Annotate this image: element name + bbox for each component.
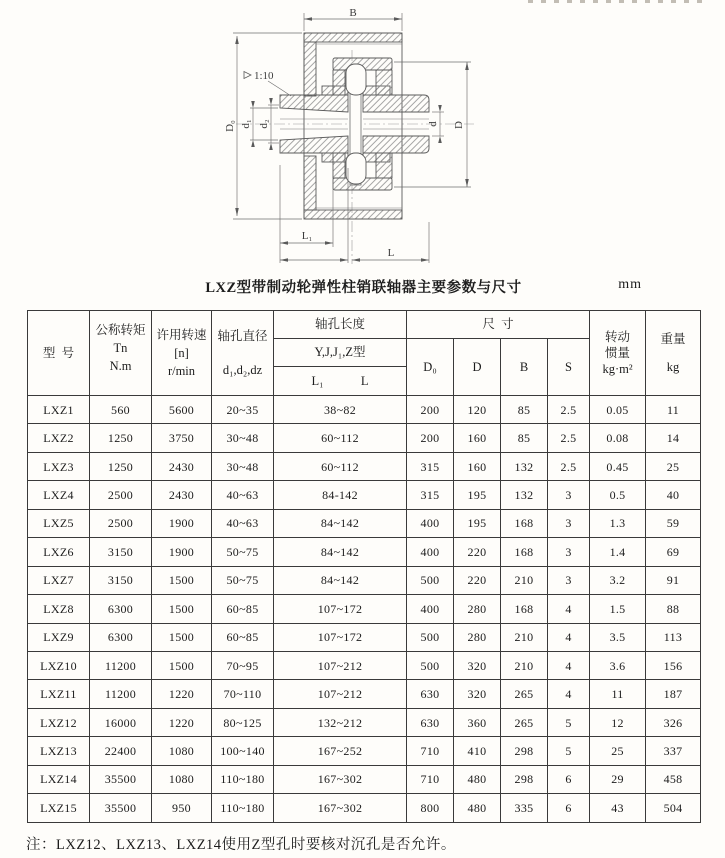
col-header-inertia [590, 311, 646, 396]
table-cell: 200 [407, 424, 454, 452]
table-cell: 320 [454, 680, 501, 708]
table-cell: 1080 [152, 737, 212, 765]
col-header-bore-diameter [212, 311, 274, 396]
table-cell: 630 [407, 680, 454, 708]
dim-label-d2: d₂ [258, 119, 270, 129]
table-cell: 3.5 [590, 623, 646, 651]
table-cell: 84~142 [274, 538, 407, 566]
table-cell: 400 [407, 509, 454, 537]
table-cell: 280 [454, 595, 501, 623]
table-cell: 0.08 [590, 424, 646, 452]
table-cell: 160 [454, 424, 501, 452]
table-cell: 1.4 [590, 538, 646, 566]
table-cell: 160 [454, 452, 501, 480]
table-cell: 4 [548, 595, 590, 623]
table-cell: 25 [646, 452, 701, 480]
table-row [28, 794, 701, 822]
col-header-torque [90, 311, 152, 396]
table-cell: 60~112 [274, 452, 407, 480]
table-row [28, 566, 701, 594]
table-row [28, 765, 701, 793]
D-label: D [472, 359, 482, 374]
table-cell: LXZ11 [28, 680, 90, 708]
table-cell: 20~35 [212, 396, 274, 424]
bore-types-label: Y,J,J₁,Z型 [314, 345, 366, 360]
table-cell: LXZ3 [28, 452, 90, 480]
table-cell: LXZ15 [28, 794, 90, 822]
table-cell: 85 [501, 424, 548, 452]
col-header-dimensions [407, 311, 590, 339]
table-cell: 800 [407, 794, 454, 822]
table-cell: 16000 [90, 708, 152, 736]
table-cell: 458 [646, 765, 701, 793]
table-cell: 500 [407, 566, 454, 594]
table-cell: 22400 [90, 737, 152, 765]
table-cell: 50~75 [212, 566, 274, 594]
footnote: 注：LXZ12、LXZ13、LXZ14使用Z型孔时要核对沉孔是否允许。 [26, 837, 456, 853]
table-cell: 3150 [90, 538, 152, 566]
table-cell: 210 [501, 651, 548, 679]
speed-label-line2: [n] [174, 346, 189, 360]
table-cell: 35500 [90, 794, 152, 822]
table-cell: 5600 [152, 396, 212, 424]
dim-label-d: d [427, 121, 439, 127]
bore-length-label: 轴孔长度 [314, 317, 365, 332]
table-row [28, 452, 701, 480]
table-cell: 2.5 [548, 452, 590, 480]
table-cell: 107~212 [274, 680, 407, 708]
table-cell: 210 [501, 623, 548, 651]
weight-label-line2: kg [666, 360, 680, 374]
table-cell: 84-142 [274, 481, 407, 509]
col-header-L1-L [274, 367, 407, 396]
table-cell: 1500 [152, 595, 212, 623]
table-cell: 298 [501, 765, 548, 793]
table-row [28, 708, 701, 736]
table-cell: 200 [407, 396, 454, 424]
dim-label-D: D [453, 121, 465, 129]
table-cell: 43 [590, 794, 646, 822]
col-header-D0 [407, 339, 454, 396]
table-cell: 11 [590, 680, 646, 708]
table-cell: 3150 [90, 566, 152, 594]
table-cell: 167~302 [274, 765, 407, 793]
table-cell: 0.05 [590, 396, 646, 424]
speed-label-line3: r/min [167, 364, 196, 378]
col-header-bore-types [274, 339, 407, 367]
table-cell: 630 [407, 708, 454, 736]
table-cell: 1.3 [590, 509, 646, 537]
table-cell: 4 [548, 623, 590, 651]
table-cell: 107~172 [274, 595, 407, 623]
table-cell: 400 [407, 595, 454, 623]
parameters-table [27, 310, 701, 823]
unit-label: mm [618, 277, 642, 292]
table-cell: 167~302 [274, 794, 407, 822]
table-cell: 1250 [90, 424, 152, 452]
table-cell: 60~85 [212, 595, 274, 623]
table-cell: 69 [646, 538, 701, 566]
table-cell: 38~82 [274, 396, 407, 424]
inertia-label-line1: 转动 [605, 330, 631, 344]
col-header-bore-length [274, 311, 407, 339]
table-cell: 480 [454, 794, 501, 822]
col-header-weight [646, 311, 701, 396]
table-cell: 50~75 [212, 538, 274, 566]
table-cell: 120 [454, 396, 501, 424]
table-cell: 3.6 [590, 651, 646, 679]
L1-label: L₁ [311, 373, 324, 388]
torque-label-line2: N.m [109, 359, 132, 373]
taper-label: 1:10 [254, 70, 274, 82]
table-cell: 950 [152, 794, 212, 822]
table-cell: 335 [501, 794, 548, 822]
inertia-label-line2: 惯量 [605, 346, 631, 360]
table-cell: 12 [590, 708, 646, 736]
col-header-D [454, 339, 501, 396]
dim-label-D0: D₀ [224, 120, 236, 132]
table-cell: 3.2 [590, 566, 646, 594]
table-cell: 29 [590, 765, 646, 793]
dim-label-d1: d₁ [240, 119, 252, 129]
weight-label-line1: 重量 [660, 331, 686, 346]
L-label: L [360, 373, 369, 388]
dim-label-B: B [349, 7, 357, 19]
D0-label: D₀ [423, 359, 437, 374]
table-cell: 6 [548, 765, 590, 793]
table-cell: LXZ9 [28, 623, 90, 651]
table-cell: 132~212 [274, 708, 407, 736]
table-cell: 220 [454, 538, 501, 566]
table-cell: 6300 [90, 623, 152, 651]
col-header-S [548, 339, 590, 396]
table-cell: 3 [548, 566, 590, 594]
table-cell: 280 [454, 623, 501, 651]
B-label: B [519, 359, 529, 374]
table-cell: 6 [548, 794, 590, 822]
taper-symbol [244, 72, 251, 79]
table-cell: 710 [407, 765, 454, 793]
table-cell: 315 [407, 452, 454, 480]
table-cell: 480 [454, 765, 501, 793]
table-cell: 2500 [90, 481, 152, 509]
table-cell: 70~110 [212, 680, 274, 708]
bore-dia-label-line1: 轴孔直径 [217, 328, 268, 343]
table-cell: 4 [548, 651, 590, 679]
speed-label-line1: 许用转速 [156, 328, 207, 342]
table-header [28, 311, 701, 396]
table-cell: 298 [501, 737, 548, 765]
table-cell: 107~212 [274, 651, 407, 679]
table-cell: 710 [407, 737, 454, 765]
table-cell: 1220 [152, 680, 212, 708]
table-cell: LXZ6 [28, 538, 90, 566]
table-cell: 100~140 [212, 737, 274, 765]
table-cell: 6300 [90, 595, 152, 623]
table-cell: 113 [646, 623, 701, 651]
table-cell: 3 [548, 538, 590, 566]
table-cell: 2.5 [548, 424, 590, 452]
table-cell: 110~180 [212, 765, 274, 793]
bore-dia-label-line2: d₁,d₂,dz [222, 363, 263, 377]
table-cell: 0.45 [590, 452, 646, 480]
torque-label-line1: 公称转矩Tn [95, 323, 146, 355]
table-cell: 315 [407, 481, 454, 509]
table-cell: 40~63 [212, 481, 274, 509]
table-cell: LXZ2 [28, 424, 90, 452]
table-row [28, 680, 701, 708]
table-cell: 2.5 [548, 396, 590, 424]
table-cell: LXZ8 [28, 595, 90, 623]
table-cell: 1900 [152, 538, 212, 566]
table-row [28, 651, 701, 679]
table-cell: 70~95 [212, 651, 274, 679]
table-cell: 320 [454, 651, 501, 679]
table-cell: 1900 [152, 509, 212, 537]
table-cell: 168 [501, 595, 548, 623]
col-header-model [28, 311, 90, 396]
table-cell: 84~142 [274, 566, 407, 594]
table-cell: 84~142 [274, 509, 407, 537]
table-row [28, 595, 701, 623]
table-cell: LXZ13 [28, 737, 90, 765]
table-cell: 2430 [152, 452, 212, 480]
col-header-B [501, 339, 548, 396]
table-cell: 1080 [152, 765, 212, 793]
table-cell: 5 [548, 708, 590, 736]
table-cell: 110~180 [212, 794, 274, 822]
col-header-model-label: 型 号 [42, 345, 75, 360]
table-row [28, 623, 701, 651]
table-cell: 35500 [90, 765, 152, 793]
table-cell: 220 [454, 566, 501, 594]
table-cell: 30~48 [212, 452, 274, 480]
table-cell: 30~48 [212, 424, 274, 452]
table-cell: 167~252 [274, 737, 407, 765]
table-cell: 265 [501, 708, 548, 736]
table-cell: 40 [646, 481, 701, 509]
table-cell: 265 [501, 680, 548, 708]
table-cell: 40~63 [212, 509, 274, 537]
col-header-speed [152, 311, 212, 396]
dim-label-L: L [387, 247, 395, 259]
table-cell: 168 [501, 538, 548, 566]
dim-label-L1: L₁ [301, 230, 313, 242]
table-cell: 11200 [90, 680, 152, 708]
table-cell: LXZ12 [28, 708, 90, 736]
table-body [28, 396, 701, 823]
table-cell: 360 [454, 708, 501, 736]
table-cell: 3 [548, 481, 590, 509]
table-row [28, 737, 701, 765]
coupling-drawing [0, 0, 725, 278]
table-cell: 1250 [90, 452, 152, 480]
table-cell: 195 [454, 481, 501, 509]
table-cell: 4 [548, 680, 590, 708]
table-cell: 560 [90, 396, 152, 424]
table-cell: LXZ5 [28, 509, 90, 537]
table-cell: LXZ14 [28, 765, 90, 793]
table-row [28, 424, 701, 452]
table-row [28, 396, 701, 424]
table-cell: 1.5 [590, 595, 646, 623]
table-cell: 504 [646, 794, 701, 822]
table-cell: 3 [548, 509, 590, 537]
table-cell: LXZ4 [28, 481, 90, 509]
table-cell: 88 [646, 595, 701, 623]
table-cell: 187 [646, 680, 701, 708]
table-row [28, 538, 701, 566]
table-cell: 500 [407, 623, 454, 651]
table-cell: 132 [501, 481, 548, 509]
table-cell: 1500 [152, 623, 212, 651]
table-cell: 410 [454, 737, 501, 765]
table-cell: 168 [501, 509, 548, 537]
table-cell: 91 [646, 566, 701, 594]
table-cell: 1500 [152, 651, 212, 679]
table-cell: 337 [646, 737, 701, 765]
table-cell: 132 [501, 452, 548, 480]
table-cell: 60~85 [212, 623, 274, 651]
table-cell: 400 [407, 538, 454, 566]
dimensions-label: 尺 寸 [482, 317, 514, 332]
table-cell: LXZ1 [28, 396, 90, 424]
table-cell: 156 [646, 651, 701, 679]
table-cell: 210 [501, 566, 548, 594]
table-cell: 14 [646, 424, 701, 452]
table-cell: LXZ7 [28, 566, 90, 594]
table-row [28, 481, 701, 509]
table-cell: 500 [407, 651, 454, 679]
table-cell: 59 [646, 509, 701, 537]
table-cell: 1220 [152, 708, 212, 736]
table-cell: LXZ10 [28, 651, 90, 679]
table-cell: 5 [548, 737, 590, 765]
table-cell: 11200 [90, 651, 152, 679]
table-cell: 2430 [152, 481, 212, 509]
table-row [28, 509, 701, 537]
table-cell: 0.5 [590, 481, 646, 509]
table-cell: 85 [501, 396, 548, 424]
table-cell: 326 [646, 708, 701, 736]
table-cell: 80~125 [212, 708, 274, 736]
S-label: S [565, 359, 572, 374]
table-cell: 195 [454, 509, 501, 537]
table-cell: 25 [590, 737, 646, 765]
table-cell: 1500 [152, 566, 212, 594]
inertia-label-line3: kg·m² [602, 362, 633, 376]
title-row [27, 276, 700, 298]
table-cell: 2500 [90, 509, 152, 537]
table-cell: 3750 [152, 424, 212, 452]
table-cell: 11 [646, 396, 701, 424]
page-title: LXZ型带制动轮弹性柱销联轴器主要参数与尺寸 [205, 280, 522, 296]
table-cell: 60~112 [274, 424, 407, 452]
table-cell: 107~172 [274, 623, 407, 651]
